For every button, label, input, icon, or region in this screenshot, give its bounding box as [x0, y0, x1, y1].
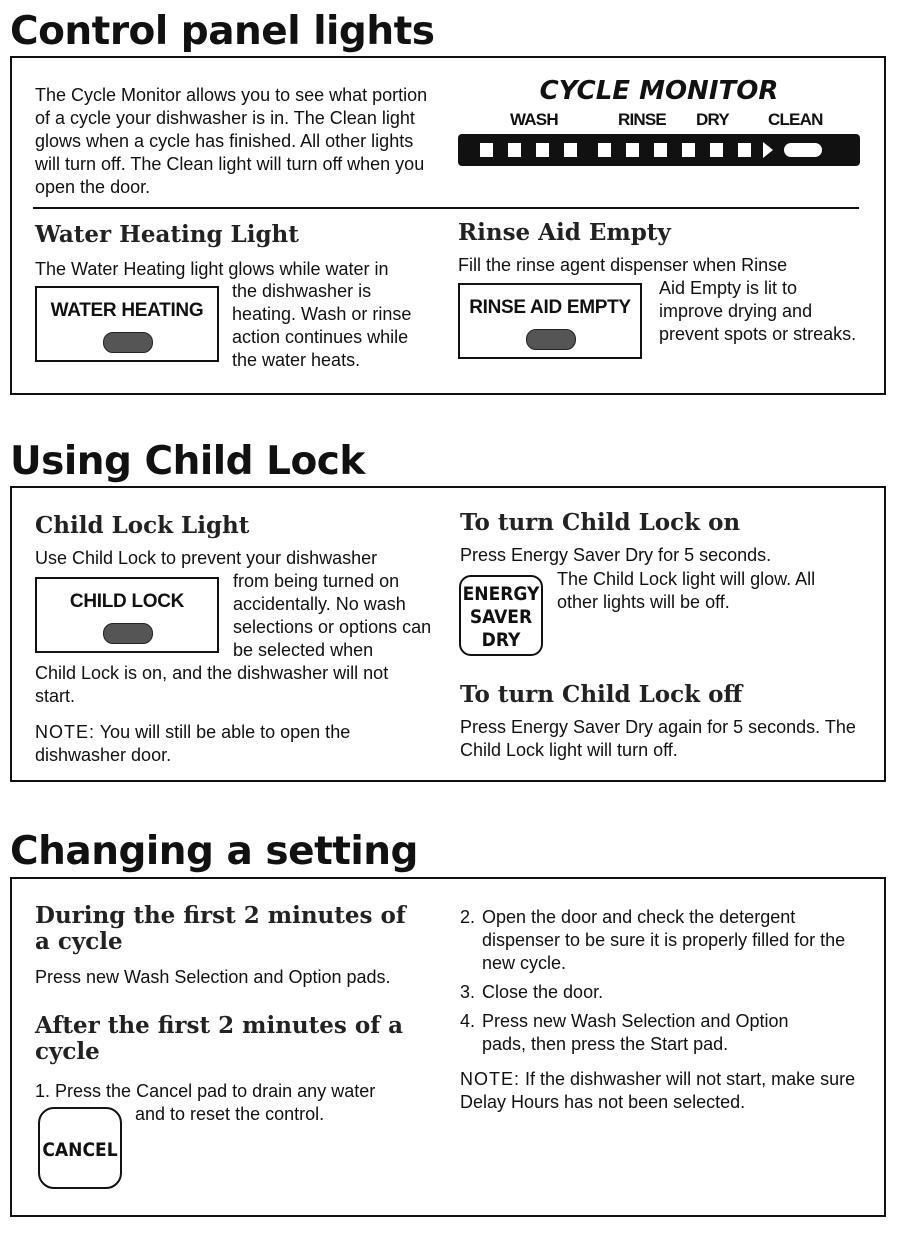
section-title-control-panel-lights: Control panel lights — [10, 9, 435, 54]
water-heating-text-lead: The Water Heating light glows while water in — [35, 259, 389, 279]
turn-off-text: Press Energy Saver Dry again for 5 seconds. The Child Lock light will turn off. — [460, 717, 856, 760]
cycle-indicator-light — [626, 143, 639, 157]
child-lock-panel — [35, 577, 219, 653]
after-2-minutes-heading: After the first 2 minutes of a cycle — [35, 1012, 404, 1066]
cycle-indicator-light — [508, 143, 521, 157]
rinse-aid-text-side: Aid Empty is lit to improve drying and prevent spots or streaks. — [659, 278, 857, 344]
note-text: You will still be able to open the dishwasher door. — [35, 722, 351, 765]
cycle-monitor-light-bar — [458, 134, 860, 166]
cycle-indicator-light — [710, 143, 723, 157]
turn-on-text-side: The Child Lock light will glow. All other lights will be off. — [557, 569, 816, 612]
cycle-indicator-light — [682, 143, 695, 157]
list-item — [460, 906, 860, 975]
child-lock-panel-label: CHILD LOCK — [69, 591, 185, 612]
cycle-indicator-light — [738, 143, 751, 157]
step-number: 2. — [460, 907, 476, 927]
child-lock-text-lead: Use Child Lock to prevent your dishwasher — [35, 548, 378, 568]
water-heating-text-side: the dishwasher is heating. Wash or rinse action continues while the water heats. — [232, 281, 412, 370]
clean-indicator-light — [784, 143, 822, 157]
cycle-indicator-light — [536, 143, 549, 157]
water-heating-panel-label: WATER HEATING — [50, 300, 204, 321]
cycle-monitor-graphic — [458, 74, 860, 174]
rinse-aid-panel — [458, 283, 642, 359]
step-number: 4. — [460, 1011, 476, 1031]
energy-saver-dry-pad — [459, 575, 543, 656]
steps-list — [460, 906, 860, 1114]
step-number: 3. — [460, 982, 476, 1002]
step-text: Open the door and check the detergent dispenser to be sure it is properly filled for the new cycle. — [482, 907, 846, 973]
step-text: Press new Wash Selection and Option pads, then press the Start pad. — [482, 1011, 789, 1054]
changing-note — [460, 1068, 860, 1114]
cycle-indicator-light — [598, 143, 611, 157]
child-lock-note — [35, 721, 415, 767]
rinse-aid-panel-label: RINSE AID EMPTY — [469, 297, 631, 318]
child-lock-text-after: Child Lock is on, and the dishwasher will not start. — [35, 663, 389, 706]
step-number: 1. — [35, 1081, 51, 1101]
child-lock-indicator-light — [103, 623, 153, 644]
turn-on-text-lead: Press Energy Saver Dry for 5 seconds. — [460, 545, 772, 565]
section-title-changing-a-setting: Changing a setting — [10, 829, 418, 874]
pad-line: DRY — [481, 629, 521, 651]
pad-line: ENERGY — [462, 583, 540, 605]
step-text: Close the door. — [482, 982, 604, 1002]
first-2-minutes-heading: During the first 2 minutes of a cycle — [35, 902, 406, 956]
cycle-monitor-title: CYCLE MONITOR — [539, 76, 779, 106]
rinse-aid-heading: Rinse Aid Empty — [458, 219, 671, 246]
cycle-indicator-light — [480, 143, 493, 157]
cycle-monitor-intro: The Cycle Monitor allows you to see what portion of a cycle your dishwasher is in. The Clean light glows when a cycle has finished. All other lights will turn off. The Clean light will turn off when you open the door. — [35, 85, 428, 197]
step-1 — [35, 1080, 435, 1103]
water-heating-indicator-light — [103, 332, 153, 353]
child-lock-text-side: from being turned on accidentally. No wash selections or options can be selected when — [233, 571, 432, 660]
note-text: If the dishwasher will not start, make sure Delay Hours has not been selected. — [460, 1069, 856, 1112]
list-item — [460, 1010, 860, 1056]
cycle-label-clean: CLEAN — [768, 110, 823, 129]
note-label: NOTE: — [460, 1069, 521, 1089]
rinse-aid-indicator-light — [526, 329, 576, 350]
water-heating-heading: Water Heating Light — [35, 221, 299, 248]
section-title-using-child-lock: Using Child Lock — [10, 439, 365, 484]
cancel-pad-label: CANCEL — [42, 1139, 118, 1161]
step-1-side-text: and to reset the control. — [135, 1104, 325, 1124]
list-item — [460, 981, 860, 1004]
water-heating-panel — [35, 286, 219, 362]
turn-child-lock-on-heading: To turn Child Lock on — [460, 509, 741, 536]
divider — [33, 207, 859, 209]
child-lock-light-heading: Child Lock Light — [35, 512, 250, 539]
cycle-indicator-light — [654, 143, 667, 157]
cycle-label-wash: WASH — [510, 110, 558, 129]
rinse-aid-text-lead: Fill the rinse agent dispenser when Rinse — [458, 255, 788, 275]
cycle-indicator-arrow — [763, 142, 773, 158]
cycle-label-dry: DRY — [696, 110, 729, 129]
step-text: Press the Cancel pad to drain any water — [55, 1081, 376, 1101]
turn-child-lock-off-heading: To turn Child Lock off — [460, 681, 743, 708]
first-2-minutes-text: Press new Wash Selection and Option pads. — [35, 967, 391, 987]
cycle-label-rinse: RINSE — [618, 110, 666, 129]
pad-line: SAVER — [469, 606, 533, 628]
cancel-pad — [38, 1107, 122, 1189]
cycle-indicator-light — [564, 143, 577, 157]
note-label: NOTE: — [35, 722, 96, 742]
